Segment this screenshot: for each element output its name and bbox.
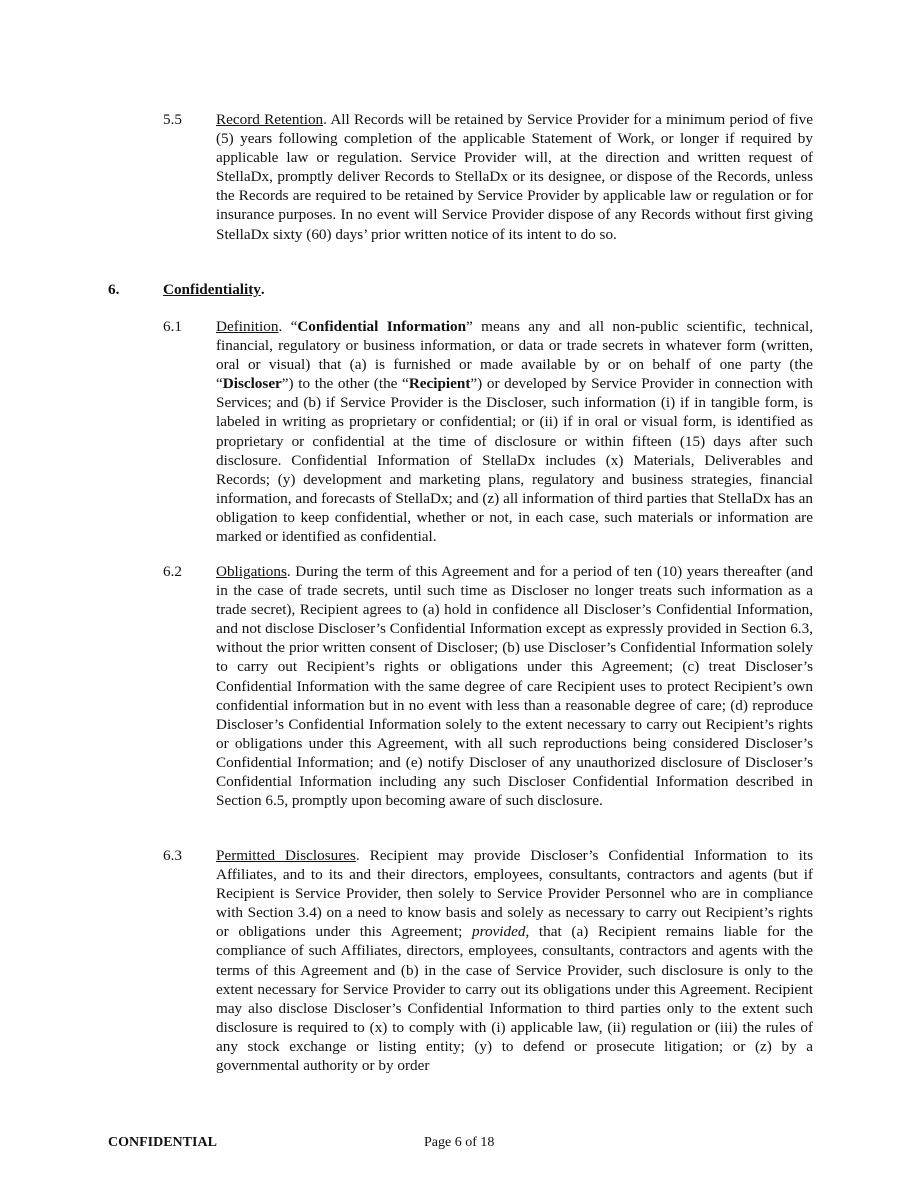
emphasis: provided (472, 923, 526, 941)
section-number: 6.2 (163, 563, 182, 580)
page-number: Page 6 of 18 (424, 1135, 495, 1150)
defined-term: Discloser (222, 375, 282, 393)
section-number: 6. (108, 281, 120, 298)
defined-term: Recipient (408, 375, 471, 393)
section-title: Record Retention (216, 111, 324, 128)
section-title: Obligations (216, 563, 287, 580)
section-title: Confidentiality. (163, 281, 265, 298)
section-body: Definition. “Confidential Information” means any and all non-public scientific, technical, financial, regulatory or business information, or data or trade secrets in whatever form (written, oral or visual) that (a) is furnished or made available by or on behalf of one party (the “Discloser”) to the other (the “Recipient”) or developed by Service Provider in connection with Services; and (b) if Service Provider is the Discloser, such information (i) if in tangible form, is labeled in writing as proprietary or confidential; or (ii) if in oral or visual form, is identified as proprietary or confidential at the time of disclosure or within fifteen (15) days after such disclosure. Confidential Information of StellaDx includes (x) Materials, Deliverables and Records; (y) development and marketing plans, regulatory and business strategies, financial information, and forecasts of StellaDx; and (z) all information of third parties that StellaDx has an obligation to keep confidential, whether or not, in each case, such materials or information are marked or identified as confidential. (216, 318, 813, 546)
section-body: Permitted Disclosures. Recipient may provide Discloser’s Confidential Information to its Affiliates, and to its and their directors, employees, consultants, contractors and agents (but if Recipient is Service Provider, then solely to Service Provider Personnel who are in compliance with Section 3.4) on a need to know basis and solely as necessary to carry out Recipient’s rights or obligations under this Agreement; provided, that (a) Recipient remains liable for the compliance of such Affiliates, directors, employees, consultants, contractors and agents with the terms of this Agreement and (b) in the case of Service Provider, such disclosure is only to the extent necessary for Service Provider to carry out its obligations under this Agreement. Recipient may also disclose Discloser’s Confidential Information to third parties only to the extent such disclosure is required to (x) to comply with (i) applicable law, (ii) regulation or (iii) the rules of any stock exchange or listing entity; (y) to defend or prosecute litigation; or (z) by a governmental authority or by order (216, 847, 813, 1075)
section-title: Permitted Disclosures (216, 847, 356, 864)
section-number: 5.5 (163, 111, 182, 128)
section-number: 6.3 (163, 847, 182, 864)
section-number: 6.1 (163, 318, 182, 335)
confidential-label: CONFIDENTIAL (108, 1135, 217, 1150)
defined-term: Confidential Information (297, 318, 467, 335)
section-body (216, 110, 813, 244)
section-body (216, 562, 813, 810)
section-text: . All Records will be retained by Service Provider for a minimum period of five (5) years following completion of the applicable Statement of Work, or longer if required by applicable law or regulation. Service Provider will, at the direction and written request of StellaDx, promptly deliver Records to StellaDx or its designee, or dispose of the Records, unless the Records are required to be retained by Service Provider by applicable law or regulation or for insurance purposes. In no event will Service Provider dispose of any Records without first giving StellaDx sixty (60) days’ prior written notice of its intent to do so. (216, 111, 813, 243)
section-text: . During the term of this Agreement and for a period of ten (10) years thereafter (and in the case of trade secrets, until such time as Discloser no longer treats such information as a trade secret), Recipient agrees to (a) hold in confidence all Discloser’s Confidential Information, and not disclose Discloser’s Confidential Information except as expressly provided in Section 6.3, without the prior written consent of Discloser; (b) use Discloser’s Confidential Information solely to carry out Recipient’s rights or obligations under this Agreement; (c) treat Discloser’s Confidential Information with the same degree of care Recipient uses to protect Recipient’s own confidential information but in no event with less than a reasonable degree of care; (d) reproduce Discloser’s Confidential Information solely to the extent necessary to carry out Recipient’s rights or obligations under this Agreement, with all such reproductions being considered Discloser’s Confidential Information; and (e) notify Discloser of any unauthorized disclosure of Discloser’s Confidential Information including any such Discloser Confidential Information described in Section 6.5, promptly upon becoming aware of such disclosure. (216, 563, 813, 810)
section-title: Definition (216, 318, 279, 335)
